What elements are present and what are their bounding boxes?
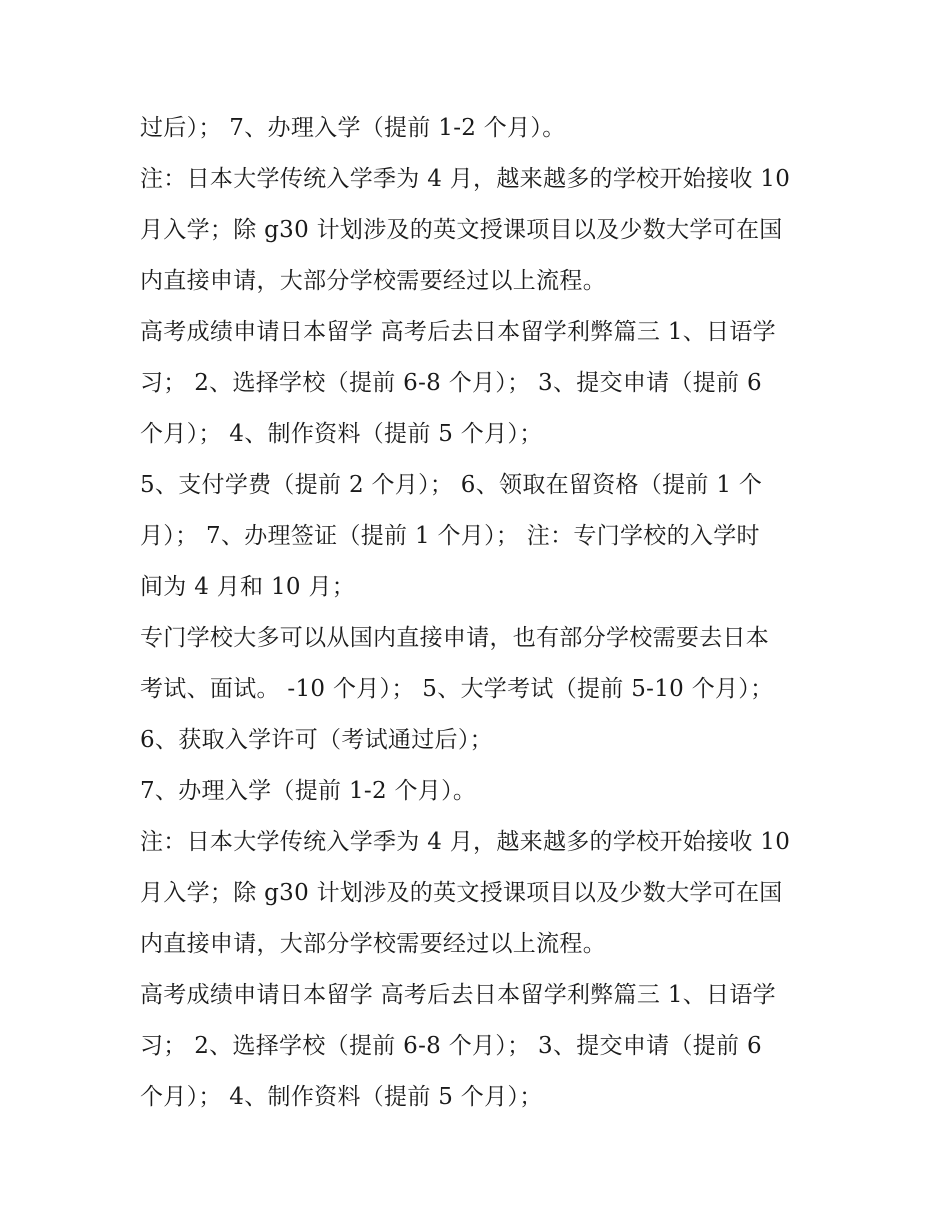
text-line: 月入学；除 g30 计划涉及的英文授课项目以及少数大学可在国 <box>140 217 783 243</box>
text-line: 6、获取入学许可（考试通过后）； <box>140 727 493 753</box>
text-line: 月）； 7、办理签证（提前 1 个月）； 注：专门学校的入学时 <box>140 523 760 549</box>
text-line: 习； 2、选择学校（提前 6-8 个月）； 3、提交申请（提前 6 <box>140 370 762 396</box>
text-line: 习； 2、选择学校（提前 6-8 个月）； 3、提交申请（提前 6 <box>140 1033 762 1059</box>
text-line: 注：日本大学传统入学季为 4 月，越来越多的学校开始接收 10 <box>140 166 791 192</box>
text-line: 个月）； 4、制作资料（提前 5 个月）； <box>140 421 543 447</box>
text-line: 过后）； 7、办理入学（提前 1-2 个月）。 <box>140 115 566 141</box>
text-line: 高考成绩申请日本留学 高考后去日本留学利弊篇三 1、日语学 <box>140 319 776 345</box>
text-line: 专门学校大多可以从国内直接申请，也有部分学校需要去日本 <box>140 625 770 651</box>
text-line: 内直接申请，大部分学校需要经过以上流程。 <box>140 931 606 957</box>
text-line: 5、支付学费（提前 2 个月）； 6、领取在留资格（提前 1 个 <box>140 472 763 498</box>
text-line: 注：日本大学传统入学季为 4 月，越来越多的学校开始接收 10 <box>140 829 791 855</box>
text-line: 7、办理入学（提前 1-2 个月）。 <box>140 778 477 804</box>
text-line: 考试、面试。 -10 个月）； 5、大学考试（提前 5-10 个月）； <box>140 676 774 702</box>
text-line: 高考成绩申请日本留学 高考后去日本留学利弊篇三 1、日语学 <box>140 982 776 1008</box>
text-line: 个月）； 4、制作资料（提前 5 个月）； <box>140 1084 543 1110</box>
text-line: 间为 4 月和 10 月； <box>140 574 356 600</box>
text-line: 内直接申请，大部分学校需要经过以上流程。 <box>140 268 606 294</box>
text-line: 月入学；除 g30 计划涉及的英文授课项目以及少数大学可在国 <box>140 880 783 906</box>
body-text <box>140 103 820 1123</box>
